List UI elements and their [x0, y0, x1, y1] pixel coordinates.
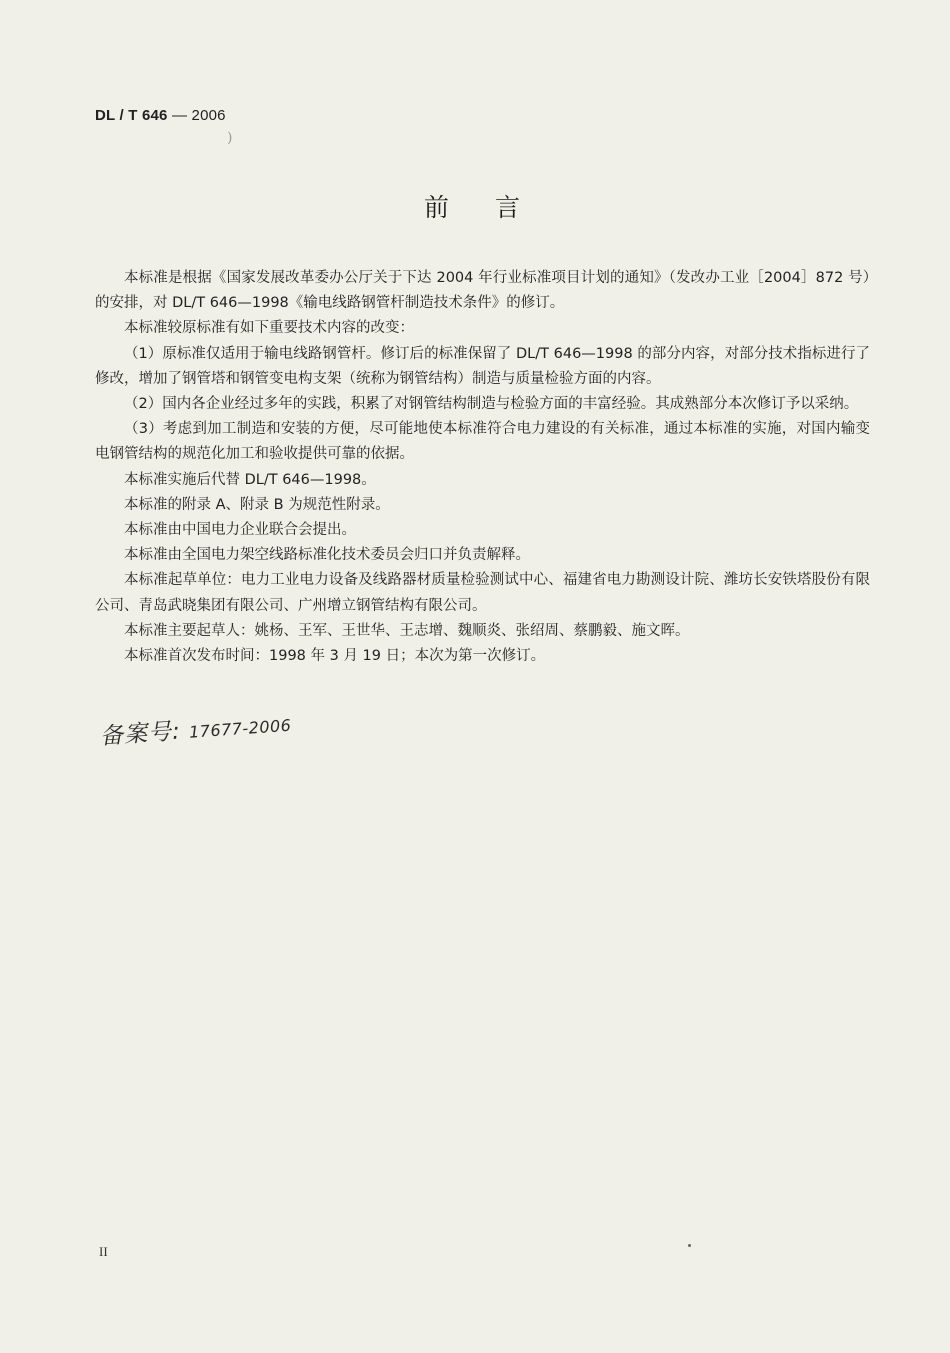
paragraph-10: 本标准起草单位：电力工业电力设备及线路器材质量检验测试中心、福建省电力勘测设计院、潍坊长安铁塔股份有限公司、青岛武晓集团有限公司、广州增立钢管结构有限公司。	[95, 572, 870, 614]
scan-speck	[688, 1244, 691, 1247]
standard-year: — 2006	[167, 107, 226, 124]
paragraph-2: 本标准较原标准有如下重要技术内容的改变：	[124, 320, 414, 337]
paragraph-1: 本标准是根据《国家发展改革委办公厅关于下达 2004 年行业标准项目计划的通知》（发改办工业［2004］872 号）的安排，对 DL/T 646—1998《输电线路钢管杆制造技术条件》的修订。	[95, 270, 870, 312]
paragraph-12: 本标准首次发布时间：1998 年 3 月 19 日；本次为第一次修订。	[124, 648, 546, 665]
paragraph-6: 本标准实施后代替 DL/T 646—1998。	[124, 471, 376, 488]
handwritten-filing-number	[99, 705, 292, 751]
paragraph-11: 本标准主要起草人：姚杨、王军、王世华、王志增、魏顺炎、张绍周、蔡鹏毅、施文晖。	[124, 622, 690, 639]
foreword-body	[95, 266, 870, 669]
filing-number: 17677-2006	[188, 715, 292, 742]
paragraph-4: （2）国内各企业经过多年的实践，积累了对钢管结构制造与检验方面的丰富经验。其成熟部分本次修订予以采纳。	[124, 396, 859, 413]
standard-code-header	[95, 107, 226, 124]
standard-code: DL / T 646	[95, 107, 168, 124]
paragraph-9: 本标准由全国电力架空线路标准化技术委员会归口并负责解释。	[124, 547, 530, 564]
filing-label: 备案号:	[99, 718, 182, 750]
paragraph-3: （1）原标准仅适用于输电线路钢管杆。修订后的标准保留了 DL/T 646—1998 的部分内容，对部分技术指标进行了修改，增加了钢管塔和钢管变电构支架（统称为钢管结构）制造与质量检验方面的内容。	[95, 345, 870, 387]
paragraph-8: 本标准由中国电力企业联合会提出。	[124, 522, 356, 539]
page-title: 前言	[423, 193, 566, 222]
page-number: II	[99, 1244, 108, 1259]
margin-mark: )	[227, 130, 233, 146]
paragraph-7: 本标准的附录 A、附录 B 为规范性附录。	[124, 496, 390, 513]
paragraph-5: （3）考虑到加工制造和安装的方便，尽可能地使本标准符合电力建设的有关标准，通过本标准的实施，对国内输变电钢管结构的规范化加工和验收提供可靠的依据。	[95, 421, 870, 463]
